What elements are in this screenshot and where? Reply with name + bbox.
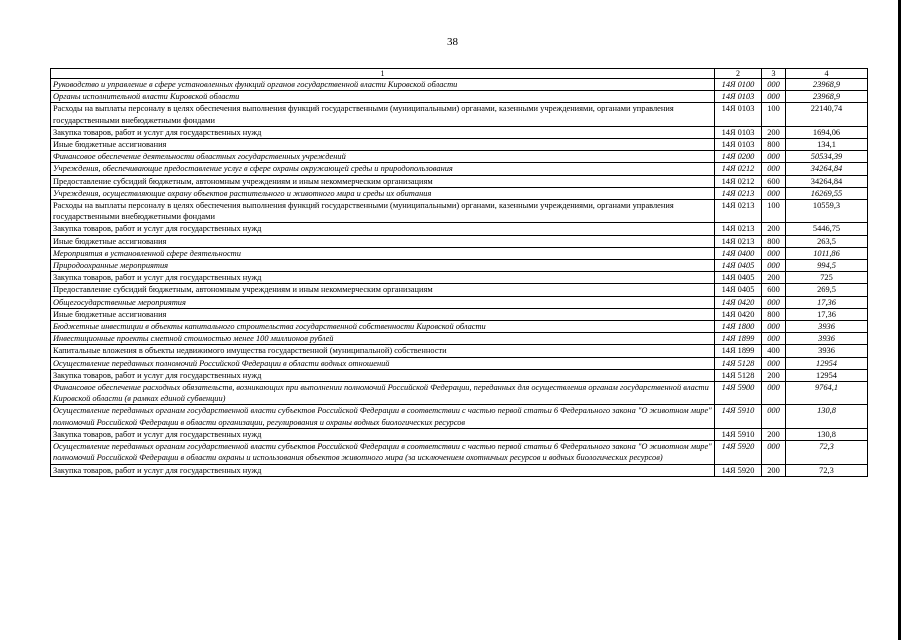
- table-row: [51, 428, 868, 440]
- table-row: [51, 464, 868, 476]
- table-row: [51, 382, 868, 405]
- row-name-cell: Капитальные вложения в объекты недвижимого имущества государственной (муниципальной) собственности: [51, 345, 715, 357]
- row-value-cell: 10559,3: [786, 200, 868, 223]
- row-code-cell: 14Я 1899: [715, 333, 762, 345]
- row-code-cell: 14Я 5910: [715, 428, 762, 440]
- row-code-cell: 14Я 0100: [715, 79, 762, 91]
- row-expense-type-cell: 000: [762, 163, 786, 175]
- row-name-cell: Иные бюджетные ассигнования: [51, 308, 715, 320]
- row-name-cell: Осуществление переданных органам государственной власти субъектов Российской Федерации в соответствии с частью первой статьи 6 Федерального закона "О животном мире" полномочий Российской Федерации в области организации, регулирования и охраны водных биологических ресурсов: [51, 405, 715, 428]
- row-expense-type-cell: 800: [762, 235, 786, 247]
- column-header-4: 4: [786, 69, 868, 79]
- row-expense-type-cell: 000: [762, 382, 786, 405]
- row-code-cell: 14Я 0213: [715, 235, 762, 247]
- row-expense-type-cell: 000: [762, 187, 786, 199]
- row-expense-type-cell: 600: [762, 284, 786, 296]
- row-expense-type-cell: 000: [762, 321, 786, 333]
- row-value-cell: 12954: [786, 357, 868, 369]
- row-expense-type-cell: 200: [762, 126, 786, 138]
- row-expense-type-cell: 000: [762, 91, 786, 103]
- row-value-cell: 269,5: [786, 284, 868, 296]
- table-row: [51, 357, 868, 369]
- table-row: [51, 441, 868, 464]
- table-row: [51, 321, 868, 333]
- row-name-cell: Руководство и управление в сфере установленных функций органов государственной власти Кировской области: [51, 79, 715, 91]
- row-code-cell: 14Я 5128: [715, 357, 762, 369]
- row-expense-type-cell: 200: [762, 464, 786, 476]
- row-name-cell: Закупка товаров, работ и услуг для государственных нужд: [51, 126, 715, 138]
- row-expense-type-cell: 000: [762, 441, 786, 464]
- row-code-cell: 14Я 0200: [715, 151, 762, 163]
- table-row: [51, 187, 868, 199]
- table-row: [51, 163, 868, 175]
- row-code-cell: 14Я 5920: [715, 464, 762, 476]
- row-code-cell: 14Я 5920: [715, 441, 762, 464]
- row-expense-type-cell: 200: [762, 272, 786, 284]
- row-code-cell: 14Я 0405: [715, 260, 762, 272]
- row-name-cell: Учреждения, обеспечивающие предоставление услуг в сфере охраны окружающей среды и природопользования: [51, 163, 715, 175]
- row-expense-type-cell: 000: [762, 247, 786, 259]
- row-code-cell: 14Я 0405: [715, 272, 762, 284]
- row-value-cell: 130,8: [786, 428, 868, 440]
- row-code-cell: 14Я 5128: [715, 369, 762, 381]
- row-value-cell: 23968,9: [786, 79, 868, 91]
- row-value-cell: 1011,86: [786, 247, 868, 259]
- column-header-3: 3: [762, 69, 786, 79]
- row-value-cell: 12954: [786, 369, 868, 381]
- row-expense-type-cell: 000: [762, 151, 786, 163]
- row-name-cell: Осуществление переданных полномочий Российской Федерации в области водных отношений: [51, 357, 715, 369]
- row-expense-type-cell: 800: [762, 308, 786, 320]
- row-code-cell: 14Я 0213: [715, 223, 762, 235]
- row-expense-type-cell: 000: [762, 405, 786, 428]
- row-value-cell: 3936: [786, 333, 868, 345]
- table-row: [51, 103, 868, 126]
- table-row: [51, 223, 868, 235]
- row-value-cell: 50534,39: [786, 151, 868, 163]
- page-number: 38: [447, 36, 458, 48]
- row-name-cell: Иные бюджетные ассигнования: [51, 235, 715, 247]
- row-value-cell: 725: [786, 272, 868, 284]
- row-value-cell: 17,36: [786, 296, 868, 308]
- row-name-cell: Общегосударственные мероприятия: [51, 296, 715, 308]
- page-edge-line: [898, 0, 901, 640]
- table-row: [51, 91, 868, 103]
- row-value-cell: 72,3: [786, 441, 868, 464]
- row-value-cell: 994,5: [786, 260, 868, 272]
- row-code-cell: 14Я 5910: [715, 405, 762, 428]
- row-value-cell: 3936: [786, 345, 868, 357]
- row-expense-type-cell: 600: [762, 175, 786, 187]
- row-value-cell: 1694,06: [786, 126, 868, 138]
- row-value-cell: 72,3: [786, 464, 868, 476]
- row-code-cell: 14Я 0212: [715, 175, 762, 187]
- table-row: [51, 200, 868, 223]
- row-name-cell: Учреждения, осуществляющие охрану объектов растительного и животного мира и среды их обитания: [51, 187, 715, 199]
- table-row: [51, 284, 868, 296]
- row-name-cell: Осуществление переданных органам государственной власти субъектов Российской Федерации в соответствии с частью первой статьи 6 Федерального закона "О животном мире" полномочий Российской Федерации в области охраны и использования объектов животного мира (за исключением охотничьих ресурсов и водных биологических ресурсов): [51, 441, 715, 464]
- row-code-cell: 14Я 0103: [715, 103, 762, 126]
- column-header-1: 1: [51, 69, 715, 79]
- row-expense-type-cell: 100: [762, 103, 786, 126]
- column-header-2: 2: [715, 69, 762, 79]
- row-name-cell: Закупка товаров, работ и услуг для государственных нужд: [51, 464, 715, 476]
- row-value-cell: 16269,55: [786, 187, 868, 199]
- table-row: [51, 151, 868, 163]
- row-name-cell: Предоставление субсидий бюджетным, автономным учреждениям и иным некоммерческим организациям: [51, 284, 715, 296]
- row-code-cell: 14Я 0400: [715, 247, 762, 259]
- row-code-cell: 14Я 0420: [715, 296, 762, 308]
- row-expense-type-cell: 000: [762, 357, 786, 369]
- row-code-cell: 14Я 1800: [715, 321, 762, 333]
- row-name-cell: Органы исполнительной власти Кировской области: [51, 91, 715, 103]
- table-row: [51, 260, 868, 272]
- row-expense-type-cell: 800: [762, 139, 786, 151]
- row-value-cell: 9764,1: [786, 382, 868, 405]
- row-code-cell: 14Я 0213: [715, 200, 762, 223]
- row-code-cell: 14Я 0405: [715, 284, 762, 296]
- row-code-cell: 14Я 0212: [715, 163, 762, 175]
- row-code-cell: 14Я 0103: [715, 91, 762, 103]
- table-row: [51, 175, 868, 187]
- table-row: [51, 369, 868, 381]
- row-expense-type-cell: 200: [762, 223, 786, 235]
- row-name-cell: Мероприятия в установленной сфере деятельности: [51, 247, 715, 259]
- budget-table: [50, 68, 868, 477]
- row-value-cell: 22140,74: [786, 103, 868, 126]
- table-header-row: [51, 69, 868, 79]
- row-value-cell: 130,8: [786, 405, 868, 428]
- row-value-cell: 23968,9: [786, 91, 868, 103]
- row-expense-type-cell: 200: [762, 369, 786, 381]
- table-row: [51, 139, 868, 151]
- row-name-cell: Расходы на выплаты персоналу в целях обеспечения выполнения функций государственными (муниципальными) органами, казенными учреждениями, органами управления государственными внебюджетными фондами: [51, 103, 715, 126]
- row-name-cell: Финансовое обеспечение расходных обязательств, возникающих при выполнении полномочий Российской Федерации, переданных для осуществления органам государственной власти Кировской области (в рамках единой субвенции): [51, 382, 715, 405]
- table-row: [51, 308, 868, 320]
- row-name-cell: Расходы на выплаты персоналу в целях обеспечения выполнения функций государственными (муниципальными) органами, казенными учреждениями, органами управления государственными внебюджетными фондами: [51, 200, 715, 223]
- row-expense-type-cell: 000: [762, 296, 786, 308]
- table-row: [51, 235, 868, 247]
- row-value-cell: 263,5: [786, 235, 868, 247]
- row-expense-type-cell: 000: [762, 79, 786, 91]
- row-name-cell: Предоставление субсидий бюджетным, автономным учреждениям и иным некоммерческим организациям: [51, 175, 715, 187]
- row-expense-type-cell: 000: [762, 333, 786, 345]
- row-code-cell: 14Я 0213: [715, 187, 762, 199]
- row-name-cell: Закупка товаров, работ и услуг для государственных нужд: [51, 428, 715, 440]
- table-row: [51, 126, 868, 138]
- table-row: [51, 405, 868, 428]
- row-code-cell: 14Я 0420: [715, 308, 762, 320]
- row-name-cell: Инвестиционные проекты сметной стоимостью менее 100 миллионов рублей: [51, 333, 715, 345]
- row-expense-type-cell: 000: [762, 260, 786, 272]
- row-name-cell: Закупка товаров, работ и услуг для государственных нужд: [51, 272, 715, 284]
- row-value-cell: 17,36: [786, 308, 868, 320]
- table-row: [51, 79, 868, 91]
- table-row: [51, 345, 868, 357]
- row-name-cell: Закупка товаров, работ и услуг для государственных нужд: [51, 369, 715, 381]
- row-name-cell: Закупка товаров, работ и услуг для государственных нужд: [51, 223, 715, 235]
- row-name-cell: Финансовое обеспечение деятельности областных государственных учреждений: [51, 151, 715, 163]
- row-expense-type-cell: 400: [762, 345, 786, 357]
- row-code-cell: 14Я 5900: [715, 382, 762, 405]
- row-name-cell: Природоохранные мероприятия: [51, 260, 715, 272]
- row-name-cell: Бюджетные инвестиции в объекты капитального строительства государственной собственности Кировской области: [51, 321, 715, 333]
- table-row: [51, 333, 868, 345]
- row-expense-type-cell: 200: [762, 428, 786, 440]
- row-code-cell: 14Я 1899: [715, 345, 762, 357]
- table-row: [51, 296, 868, 308]
- row-value-cell: 3936: [786, 321, 868, 333]
- row-code-cell: 14Я 0103: [715, 139, 762, 151]
- row-value-cell: 34264,84: [786, 163, 868, 175]
- row-code-cell: 14Я 0103: [715, 126, 762, 138]
- row-expense-type-cell: 100: [762, 200, 786, 223]
- row-value-cell: 34264,84: [786, 175, 868, 187]
- row-value-cell: 5446,75: [786, 223, 868, 235]
- row-value-cell: 134,1: [786, 139, 868, 151]
- row-name-cell: Иные бюджетные ассигнования: [51, 139, 715, 151]
- table-row: [51, 272, 868, 284]
- table-row: [51, 247, 868, 259]
